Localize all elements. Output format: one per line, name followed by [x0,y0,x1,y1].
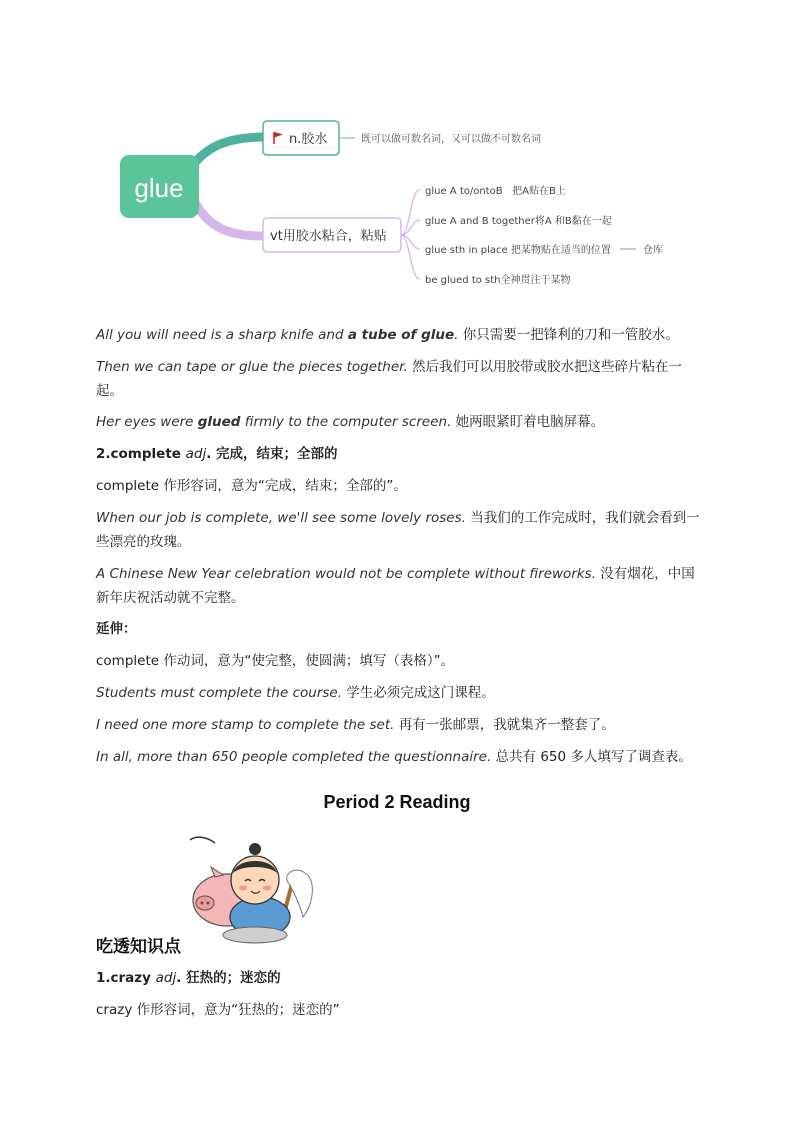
verb-leaf-3: glue sth in place 把某物贴在适当的位置 [425,245,611,256]
noun-branch-curve [190,137,262,168]
word-meaning: . 完成，结束；全部的 [206,446,338,462]
verb-branch-curve [192,196,262,236]
word-title: 1.crazy [96,970,156,986]
example-zh: 她两眼紧盯着电脑屏幕。 [451,414,605,430]
complete-example-3 [96,681,495,705]
example-en: firmly to the computer screen. [240,414,452,430]
example-zh: 当我们的工作完成时，我们就会看到一些漂亮的玫瑰。 [96,510,700,550]
part-of-speech: adj [155,970,177,986]
example-zh: 你只需要一把锋利的刀和一管胶水。 [458,327,679,343]
example-en: Then we can tape or glue the pieces together. [96,359,408,375]
glue-example-3 [96,410,604,434]
word-meaning: . 狂热的；迷恋的 [176,970,281,986]
root-node-label: glue [134,173,184,203]
example-en: All you will need is a sharp knife and [96,327,348,343]
example-zh: 学生必须完成这门课程。 [342,685,495,701]
period-title: Period 2 Reading [323,792,471,812]
verb-leaf-1: glue A to/ontoB 把A贴在B上 [425,186,566,197]
glue-example-1 [96,323,679,347]
extra-leaf: 仓库 [643,245,663,256]
verb-leaves-connector [401,190,420,279]
complete-example-2 [96,562,706,610]
verb-leaf-4: be glued to sth全神贯注于某物 [425,275,571,286]
example-zh: 总共有 650 多人填写了调查表。 [491,749,692,765]
crazy-definition: crazy 作形容词，意为“狂热的；迷恋的” [96,1002,340,1018]
glue-example-2 [96,355,706,403]
complete-definition: complete 作形容词，意为“完成，结束；全部的”。 [96,478,407,494]
example-en: When our job is complete, we'll see some lovely roses. [96,510,466,526]
verb-node-label: vt用胶水粘合，粘贴 [270,229,387,244]
example-en: A Chinese New Year celebration would not be complete without fireworks. [96,566,596,582]
extension-label: 延伸： [96,621,137,637]
example-en: I need one more stamp to complete the set. [96,717,395,733]
example-zh: 然后我们可以用胶带或胶水把这些碎片粘在一起。 [96,359,683,399]
example-zh: 没有烟花，中国新年庆祝活动就不完整。 [96,566,695,606]
complete-example-4 [96,713,615,737]
word-title: 2.complete [96,446,186,462]
example-en: Students must complete the course. [96,685,343,701]
example-en: Her eyes were [96,414,198,430]
noun-note: 既可以做可数名词，又可以做不可数名词 [361,134,541,145]
complete-example-5 [96,745,692,769]
crazy-heading [96,966,281,990]
example-en-bold: glued [197,414,241,430]
example-en: In all, more than 650 people completed the questionnaire. [96,749,492,765]
complete-heading [96,442,338,466]
complete-extension-definition: complete 作动词，意为“使完整，使圆满；填写（表格）”。 [96,653,455,669]
glue-mindmap [0,0,794,310]
example-en-bold: a tube of glue [347,327,455,343]
cartoon-boy-pig-illustration [185,835,320,945]
part-of-speech: adj [185,446,207,462]
section-heading: 吃透知识点 [96,937,181,957]
example-zh: 再有一张邮票，我就集齐一整套了。 [394,717,615,733]
complete-example-1 [96,506,706,554]
verb-leaf-2: glue A and B together将A 和B黏在一起 [425,216,612,227]
example-en: . [454,327,459,343]
noun-node-label: n.胶水 [289,132,328,147]
